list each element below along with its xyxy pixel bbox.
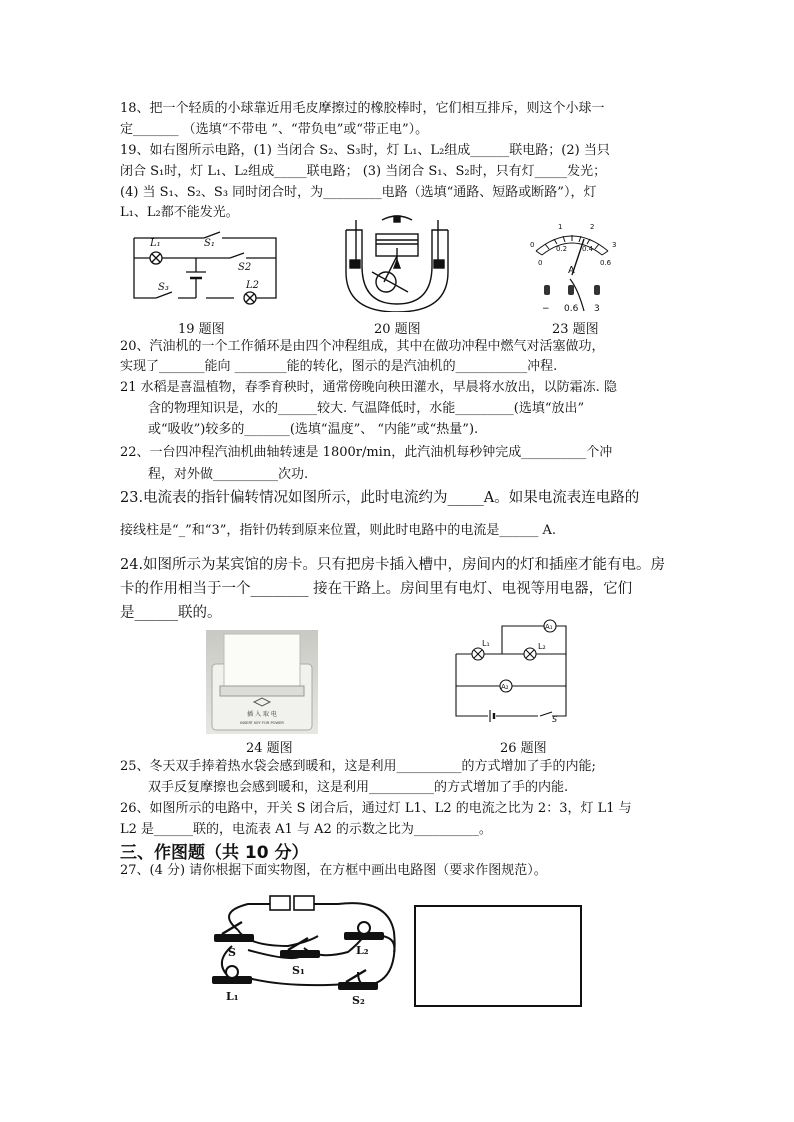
fig19-l2-label: L2 [246,280,260,291]
fig26-l1-label: L₁ [482,639,490,648]
fig23-sub-04: 0.4 [582,245,594,253]
fig26-s-label: S [552,715,558,724]
fig23-sub-02: 0.2 [556,245,568,253]
q22-line1: 22、一台四冲程汽油机曲轴转速是 1800r/min，此汽油机每秒钟完成__________个冲 [120,445,613,460]
fig23-minus-terminal: − [542,304,550,314]
section-3-heading: 三、作图题（共 10 分） [120,843,309,863]
q24-line2: 卡的作用相当于一个________ 接在干路上。房间里有电灯、电视等用电器，它们 [120,581,633,597]
q19-line1: 19、如右图所示电路，(1) 当闭合 S₂、S₃时，灯 L₁、L₂组成______联电路；(2) 当只 [120,143,610,158]
figure-24-room-card [206,630,318,734]
fig23-06-terminal: 0.6 [564,304,579,314]
q22-line2: 程，对外做__________次功. [148,467,309,482]
fig26-l2-label: L₂ [538,642,546,651]
q21-line2: 含的物理知识是，水的______较大. 气温降低时，水能_________(选填“放出” [148,401,585,416]
q20-line2: 实现了_______能向 ________能的转化，图示的是汽油机的___________冲程. [120,359,558,374]
q26-line2: L2 是______联的，电流表 A1 与 A2 的示数之比为__________。 [120,822,492,837]
figure-20-engine [342,212,452,312]
caption-26: 26 题图 [500,741,547,756]
q23-line2: 接线柱是“_”和“3”，指针仍转到原来位置，则此时电路中的电流是______ A. [120,523,557,538]
figure-23-ammeter [512,215,632,315]
figure-19-circuit [126,228,286,308]
fig27-s2-label: S₂ [352,994,365,1007]
fig19-s3-label: S₃ [158,282,169,293]
fig24-slot-text: 插 入 取 电 [247,711,277,718]
q19-line3: (4) 当 S₁、S₂、S₃ 同时闭合时，为_________电路（选填“通路、短路或断路”），灯 [120,185,597,200]
figure-27-physical-circuit [208,892,404,1008]
q18-line2: 定_______ （选填“不带电 ”、“带负电”或“带正电”）。 [120,122,429,137]
q24-line1: 24.如图所示为某宾馆的房卡。只有把房卡插入槽中，房间内的灯和插座才能有电。房 [120,557,666,573]
caption-19: 19 题图 [178,322,225,337]
figure-26-circuit [452,616,576,724]
fig23-tick-2: 2 [590,223,595,231]
fig19-l1-label: L₁ [150,238,161,249]
caption-23: 23 题图 [552,322,599,337]
fig24-slot-subtext: INSERT KEY FOR POWER [240,721,284,725]
fig27-s1-label: S₁ [292,964,305,977]
caption-24: 24 题图 [246,741,293,756]
fig23-tick-3: 3 [612,241,617,249]
fig23-sub-06: 0.6 [600,259,612,267]
q18-line1: 18、把一个轻质的小球靠近用毛皮摩擦过的橡胶棒时，它们相互排斥，则这个小球一 [120,101,605,116]
q27-text: 27、(4 分) 请你根据下面实物图，在方框中画出电路图（要求作图规范）。 [120,863,547,878]
answer-box [414,905,582,1007]
fig23-tick-0: 0 [530,241,535,249]
q19-line4: L₁、L₂都不能发光。 [120,205,239,220]
caption-20: 20 题图 [374,322,421,337]
q24-line3: 是______联的。 [120,605,222,621]
fig23-unit: A [568,265,575,276]
q26-line1: 26、如图所示的电路中，开关 S 闭合后，通过灯 L1、L2 的电流之比为 2：3，灯 L1 与 [120,801,632,816]
fig26-a1-label: A₁ [545,623,553,631]
q21-line1: 21 水稻是喜温植物，春季育秧时，通常傍晚向秧田灌水，早晨将水放出，以防霜冻. 隐 [120,380,617,395]
fig23-tick-1: 1 [558,223,563,231]
fig27-l2-label: L₂ [356,944,369,957]
fig23-sub-0: 0 [538,259,543,267]
q23-line1: 23.电流表的指针偏转情况如图所示，此时电流约为_____A。如果电流表连电路的 [120,490,640,506]
fig27-l1-label: L₁ [226,990,239,1003]
q20-line1: 20、汽油机的一个工作循环是由四个冲程组成，其中在做功冲程中燃气对活塞做功， [120,339,605,354]
fig23-3-terminal: 3 [594,304,600,314]
fig27-s-label: S [228,946,236,959]
q25-line2: 双手反复摩擦也会感到暖和，这是利用__________的方式增加了手的内能. [148,780,569,795]
q21-line3: 或“吸收”)较多的_______(选填“温度”、 “内能”或“热量”). [148,422,479,437]
q19-line2: 闭合 S₁时，灯 L₁、L₂组成_____联电路； (3) 当闭合 S₁、S₂时，只有灯_____发光； [120,164,607,179]
fig19-s2-label: S2 [238,262,252,273]
fig26-a2-label: A₂ [501,683,509,691]
q25-line1: 25、冬天双手捧着热水袋会感到暖和，这是利用__________的方式增加了手的内能; [120,759,596,774]
fig19-s1-label: S₁ [204,238,215,249]
